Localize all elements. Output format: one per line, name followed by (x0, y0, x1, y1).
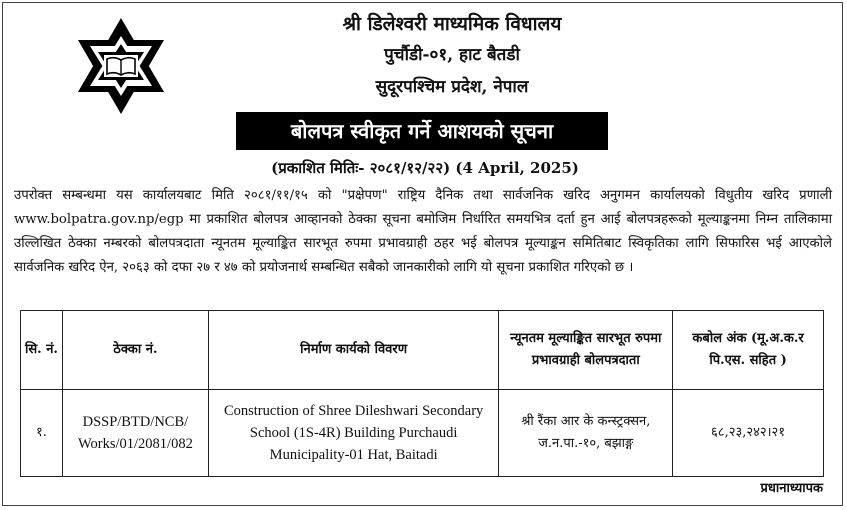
notice-title: बोलपत्र स्वीकृत गर्ने आशयको सूचना (236, 112, 608, 150)
cell-bidder: श्री रैंका आर के कन्स्ट्रक्सन, ज.न.पा.-१०, बझाङ्ग (499, 390, 673, 477)
cell-sn: १. (21, 390, 63, 477)
cell-description: Construction of Shree Dileshwari Secondary School (1S-4R) Building Purchaudi Municipality-01 Hat, Baitadi (208, 390, 499, 477)
col-header-bidder: न्यूनतम मूल्याङ्कित सारभूत रुपमा प्रभावग्राही बोलपत्रदाता (499, 311, 673, 390)
col-header-description: निर्माण कार्यको विवरण (208, 311, 499, 390)
school-province: सुदूरपश्चिम प्रदेश, नेपाल (375, 77, 529, 97)
school-name: श्री डिलेश्वरी माध्यमिक विधालय (342, 13, 562, 35)
cell-contract-no: DSSP/BTD/NCB/ Works/01/2081/082 (62, 390, 208, 477)
col-header-amount: कबोल अंक (मू.अ.क.र पि.एस. सहित ) (673, 311, 824, 390)
school-address: पुर्चौडी-०१, हाट बैतडी (384, 45, 520, 65)
cell-amount: ६८,२३,२४२।२१ (673, 390, 824, 477)
notice-body: उपरोक्त सम्बन्धमा यस कार्यालयबाट मिति २०८१/११/१५ को "प्रक्षेपण" राष्ट्रिय दैनिक तथा सार्वजनिक खरिद अनुगमन कार्यालयको विधुतीय खरिद प्रणाली www.bolpatra.gov.np/egp मा प्रकाशित बोलपत्र आव्हानको ठेक्का सूचना बमोजिम निर्धारित समयभित्र दर्ता हुन आई बोलपत्रहरूको मूल्याङ्कनमा निम्न तालिकामा उल्लिखित ठेक्का नम्बरको बोलपत्रदाता न्यूनतम मूल्याङ्कित सारभूत रुपमा प्रभावग्राही ठहर भई बोलपत्र मूल्याङ्कन समितिबाट स्विकृतिका लागि सिफारिस भई आएकोले सार्वजनिक खरिद ऐन, २०६३ को दफा २७ र ४७ को प्रयोजनार्थ सम्बन्धित सबैको जानकारीको लागि यो सूचना प्रकाशित गरिएको छ । (14, 188, 832, 275)
table-header-row (21, 311, 824, 390)
col-header-sn: सि. नं. (21, 311, 63, 390)
signature-label: प्रधानाध्यापक (760, 481, 823, 496)
school-star-logo-icon (70, 14, 172, 118)
award-table (20, 310, 824, 477)
table-row (21, 390, 824, 477)
published-date: (प्रकाशित मितिः- २०८१/१२/२२) (4 April, 2025) (271, 159, 579, 177)
col-header-contract-no: ठेक्का नं. (62, 311, 208, 390)
